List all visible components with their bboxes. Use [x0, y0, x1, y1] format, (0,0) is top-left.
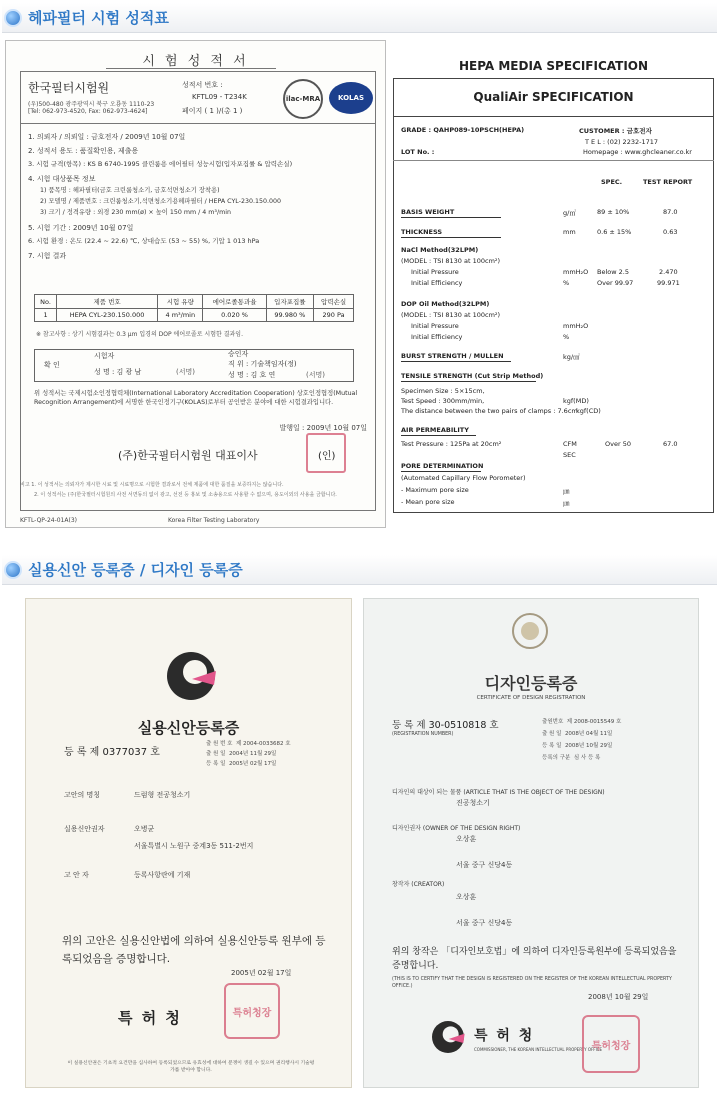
burst-title: BURST STRENGTH / MULLEN [401, 352, 504, 360]
results-table [34, 294, 354, 322]
nacl-title: NaCl Method(32LPM) [401, 246, 479, 254]
tester-name: 성 명 : 김 광 남 [94, 368, 142, 376]
utility-footer: 이 실용신안권은 기초적 요건만을 심사하여 등록되었으므로 유효성에 대하여 분쟁이 생길 수 있으며 권리행사시 기술평가를 받아야 합니다. [67, 1061, 315, 1073]
meta-value: 2008년 10월 29일 [564, 743, 613, 749]
field-value: 등록사항란에 기재 [134, 871, 191, 879]
report-item: 2) 모델명 / 제품번호 : 크린룸청소기,석면청소기용헤파필터 / HEPA CYL-230.150.000 [40, 198, 282, 205]
institute-address-1: (우)500-480 광주광역시 북구 오룡동 1110-23 [28, 101, 155, 108]
section-header-registration [2, 555, 717, 585]
meta-value: 제 2008-0015549 호 [566, 719, 622, 725]
meta-label: 등 록 일 [542, 743, 562, 749]
meta-value: 2005년 02월 17일 [228, 761, 277, 767]
utility-office: 특 허 청 [118, 1009, 182, 1027]
results-header: 시험 유량 [158, 295, 203, 309]
field-value: 드럼형 전공청소기 [134, 791, 191, 799]
hepa-spec-document [393, 56, 714, 513]
design-title: 디자인등록증 [484, 674, 578, 693]
meta-value: 2004년 11월 29일 [228, 751, 277, 757]
creator-value: 오상훈 [456, 893, 477, 901]
pore-unit: ㎛ [563, 487, 570, 495]
pore-mean: - Mean pore size [401, 498, 455, 506]
issuer-seal-text: (인) [318, 451, 336, 462]
spec-col-spec: SPEC. [601, 178, 623, 186]
approver-label: 승인자 [228, 350, 249, 358]
results-cell: 4 m³/min [158, 309, 203, 322]
field-value: 오병균 [134, 825, 155, 833]
issuer: (주)한국필터시험원 대표이사 [118, 449, 258, 462]
approver-title: 직 위 : 기술책임자(정) [228, 360, 297, 368]
tensile-title: TENSILE STRENGTH (Cut Strip Method) [401, 372, 544, 380]
bullet-icon [4, 9, 22, 27]
report-no: KFTL09 - T234K [192, 93, 247, 101]
report-statement: 위 성적서는 국제시험소인정협력체(International Laboratory Accreditation Cooperation) 상호인정협정(Mutual Recognition Arrangement)에 서명한 한국인정기구(KOLAS)로부터 공인받은 분야에 대한 시험결과입니다. [34, 390, 358, 407]
pore-line: (Automated Capillary Flow Porometer) [401, 474, 526, 482]
spec-outer-title: HEPA MEDIA SPECIFICATION [458, 59, 649, 73]
footnote-1: 비고 1. 이 성적서는 의뢰자가 제시한 시료 및 시료명으로 시험한 결과로서 전체 제품에 대한 품질을 보증하지는 않습니다. [20, 482, 284, 488]
spec-row-unit: % [563, 279, 570, 287]
approver-signature: (서명) [306, 371, 325, 379]
spec-row-name: Initial Pressure [411, 322, 459, 330]
meta-label: 등록의 구분 [542, 755, 571, 761]
kolas-logo: KOLAS [329, 82, 373, 114]
results-cell: 290 Pa [314, 309, 354, 322]
meta-label: 출원번호 [542, 719, 564, 725]
report-item: 5. 시험 기간 : 2009년 10월 07일 [28, 224, 134, 232]
spec-row-name: BASIS WEIGHT [401, 208, 455, 216]
field-label: 고안의 명칭 [64, 791, 101, 799]
kipo-emblem-icon [164, 649, 218, 703]
meta-label: 출 원 일 [542, 731, 562, 737]
results-note: ※ 참고사항 : 상기 시험결과는 0.3 μm 입경의 DOP 에어로졸로 시험한 결과임. [36, 331, 244, 338]
tester-signature: (서명) [176, 368, 195, 376]
section-title: 헤파필터 시험 성적표 [28, 9, 169, 27]
design-certificate [363, 598, 699, 1088]
design-subtitle: CERTIFICATE OF DESIGN REGISTRATION [476, 695, 586, 701]
institute-address-2: [Tel: 062-973-4520, Fax: 062-973-4624] [28, 108, 148, 115]
results-header: 압력손실 [314, 295, 354, 309]
report-item: 3. 시험 규격(항목) : KS B 6740-1995 클린룸용 에어필터 성능시험(입자포집률 & 압력손실) [28, 160, 293, 168]
design-statement-en: (THIS IS TO CERTIFY THAT THE DESIGN IS REGISTERED ON THE REGISTER OF THE KOREAN INTELLECTUAL PROPERTY OFFICE.) [392, 977, 672, 989]
design-reg-no-en: (REGISTRATION NUMBER) [392, 732, 454, 737]
confirm-label: 확 인 [44, 361, 60, 369]
dop-model: (MODEL : TSI 8130 at 100cm²) [401, 311, 501, 319]
results-header: 제품 번호 [57, 295, 158, 309]
results-row [35, 309, 354, 322]
spec-row-test: 0.63 [663, 228, 678, 236]
spec-row-unit: mm [563, 228, 576, 236]
results-header: No. [35, 295, 57, 309]
report-page: 페이지 ( 1 )/(총 1 ) [182, 107, 243, 115]
spec-row-test: 2.470 [659, 268, 678, 276]
report-item: 2. 성적서 용도 : 품질확인용, 제출용 [28, 147, 139, 155]
field-label: 실용신안권자 [64, 825, 105, 833]
burst-unit: kg/㎠ [563, 353, 580, 361]
utility-certificate [25, 598, 352, 1088]
spec-grade: GRADE : QAHP089-10PSCH(HEPA) [401, 126, 525, 134]
results-cell: 99.980 % [266, 309, 314, 322]
report-heading: 시 험 성 적 서 [142, 54, 249, 69]
spec-row-spec: 89 ± 10% [597, 208, 630, 216]
air-unit-cfm: CFM [563, 440, 577, 448]
pore-unit: ㎛ [563, 499, 570, 507]
meta-value: 심 사 등 록 [573, 755, 601, 761]
owner-label: 디자인권자 (OWNER OF THE DESIGN RIGHT) [392, 825, 521, 832]
air-spec: Over 50 [605, 440, 631, 448]
utility-statement: 위의 고안은 실용신안법에 의하여 실용신안등록 원부에 등록되었음을 증명합니다. [62, 935, 326, 965]
section-header-test-report [2, 3, 717, 33]
report-no-label: 성적서 번호 : [182, 81, 223, 89]
utility-seal: 특허청장 [224, 983, 280, 1039]
kipo-emblem-icon [430, 1019, 466, 1055]
utility-title: 실용신안등록증 [137, 719, 240, 737]
results-header-row [35, 295, 354, 309]
spec-row-spec: Below 2.5 [597, 268, 629, 276]
spec-row-name: Initial Efficiency [411, 333, 463, 341]
spec-row-unit: g/㎡ [563, 209, 576, 217]
meta-label: 출 원 번 호 [206, 741, 233, 747]
air-title: AIR PERMEABILITY [401, 426, 469, 434]
report-item: 6. 시험 환경 : 온도 (22.4 ~ 22.6) ℃, 상대습도 (53 ~ 55) %, 기압 1 013 hPa [28, 237, 260, 245]
tester-label: 시험자 [94, 352, 115, 360]
article-label: 디자인의 대상이 되는 물품 (ARTICLE THAT IS THE OBJECT OF THE DESIGN) [392, 789, 605, 796]
article-value: 진공청소기 [456, 799, 490, 807]
form-number: KFTL-QP-24-01A(3) [20, 517, 77, 524]
spec-lot: LOT No. : [401, 148, 435, 156]
utility-meta [206, 739, 291, 769]
utility-date: 2005년 02월 17일 [231, 969, 292, 977]
results-cell: 0.020 % [203, 309, 266, 322]
results-cell: HEPA CYL-230.150.000 [57, 309, 158, 322]
meta-value: 2008년 04월 11일 [564, 731, 613, 737]
lab-name: Korea Filter Testing Laboratory [168, 517, 260, 524]
field-value: 서울특별시 노원구 중계3동 511-2번지 [134, 842, 254, 850]
air-line: Test Pressure : 125Pa at 20cm² [401, 440, 502, 448]
utility-reg-no: 등 록 제 0377037 호 [64, 747, 160, 758]
design-office-en: COMMISSIONER, THE KOREAN INTELLECTUAL PROPERTY OFFICE [474, 1047, 603, 1052]
results-cell: 1 [35, 309, 57, 322]
air-unit-sec: SEC [563, 451, 576, 459]
design-reg-no: 등 록 제 30-0510818 호 [392, 720, 499, 731]
spec-row-name: THICKNESS [401, 228, 443, 236]
design-statement: 위의 창작은 「디자인보호법」에 의하여 디자인등록원부에 등록되었음을 증명합니다. [392, 947, 677, 972]
spec-row-test: 99.971 [657, 279, 680, 287]
footnote-2: 2. 이 성적서는 (주)한국필터시험원의 사전 서면동의 없이 광고, 선전 등 홍보 및 소송용으로 사용할 수 없으며, 용도이외의 사용을 금합니다. [34, 492, 337, 498]
owner-address: 서울 중구 신당4동 [456, 861, 513, 869]
spec-row-spec: 0.6 ± 15% [597, 228, 632, 236]
spec-row-unit: % [563, 333, 570, 341]
issue-date: 발행일 : 2009년 10월 07일 [279, 424, 367, 432]
bullet-icon [4, 561, 22, 579]
design-meta [542, 717, 621, 765]
spec-row-unit: mmH₂O [563, 268, 589, 276]
pore-max: - Maximum pore size [401, 486, 469, 494]
ilac-logo: ilac-MRA [283, 79, 323, 119]
meta-value: 제 2004-0033682 호 [236, 741, 291, 747]
dop-title: DOP Oil Method(32LPM) [401, 300, 490, 308]
pore-title: PORE DETERMINATION [401, 462, 484, 470]
tensile-unit-md: kgf(MD) [563, 397, 589, 405]
creator-label: 창작자 (CREATOR) [392, 881, 445, 888]
meta-label: 출 원 일 [206, 751, 226, 757]
spec-customer: CUSTOMER : 금호전자 [579, 127, 652, 135]
results-header: 입자포집률 [266, 295, 314, 309]
owner-value: 오상훈 [456, 835, 477, 843]
section-title: 실용신안 등록증 / 디자인 등록증 [28, 561, 243, 579]
tensile-unit-cd: kgf(CD) [576, 407, 601, 415]
spec-row-unit: mmH₂O [563, 322, 589, 330]
spec-inner-title: QualiAir SPECIFICATION [473, 90, 634, 104]
design-date: 2008년 10월 29일 [588, 993, 649, 1001]
company-seal [306, 433, 346, 473]
spec-row-name: Initial Efficiency [411, 279, 463, 287]
air-test: 67.0 [663, 440, 678, 448]
report-item: 4. 시험 대상품목 정보 [28, 175, 96, 183]
spec-col-test: TEST REPORT [643, 178, 693, 186]
test-report-document [5, 40, 386, 528]
institute-name: 한국필터시험원 [28, 81, 110, 95]
spec-row-test: 87.0 [663, 208, 678, 216]
report-items [28, 133, 373, 262]
approver-name: 성 명 : 김 호 연 [228, 371, 276, 379]
report-item: 7. 시험 결과 [28, 252, 67, 260]
tensile-line: Specimen Size : 5×15cm, [401, 387, 485, 395]
design-seal: 특허청장 [582, 1015, 640, 1073]
nacl-model: (MODEL : TSI 8130 at 100cm²) [401, 257, 501, 265]
report-item: 1) 품목명 : 헤파필터(금호 크린룸청소기, 금호석면청소기 장착용) [40, 187, 220, 194]
report-item: 3) 크기 / 정격유량 : 외경 230 mm(ø) × 높이 150 mm / 4 m³/min [40, 209, 231, 216]
spec-row-spec: Over 99.97 [597, 279, 634, 287]
creator-address: 서울 중구 신당4동 [456, 919, 513, 927]
spec-homepage: Homepage : www.ghcleaner.co.kr [583, 148, 692, 156]
field-label: 고 안 자 [64, 871, 89, 879]
tensile-line: The distance between the two pairs of clamps : 7.6cm [401, 407, 578, 415]
national-emblem-icon [510, 611, 550, 651]
tensile-line: Test Speed : 300mm/min, [401, 397, 485, 405]
report-item: 1. 의뢰자 / 의뢰일 : 금호전자 / 2009년 10월 07일 [28, 133, 186, 141]
spec-row-name: Initial Pressure [411, 268, 459, 276]
spec-tel: T E L : (02) 2232-1717 [585, 138, 658, 146]
results-header: 에어로졸통과율 [203, 295, 266, 309]
meta-label: 등 록 일 [206, 761, 226, 767]
design-office: 특 허 청 [474, 1028, 535, 1044]
